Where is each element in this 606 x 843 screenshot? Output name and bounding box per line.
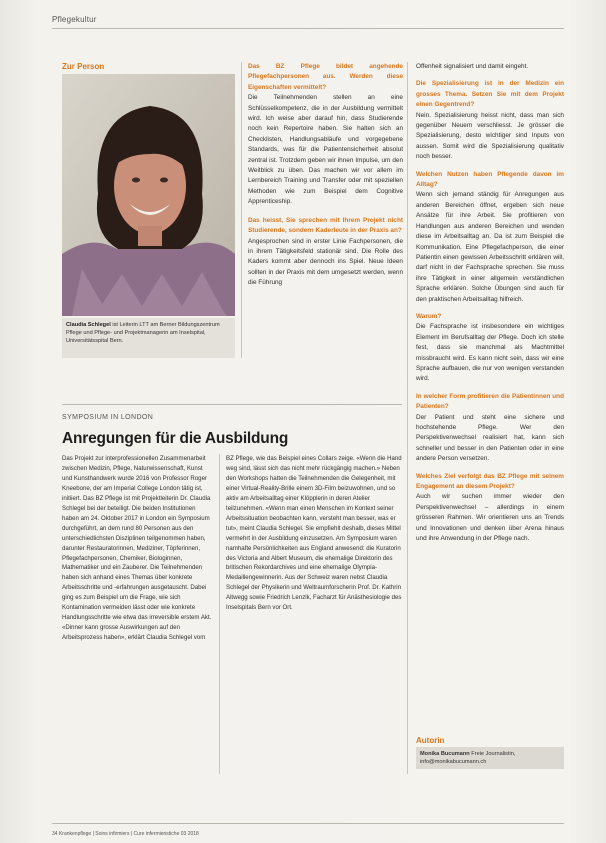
- photo-caption: [62, 318, 235, 358]
- footer-rule: [52, 823, 564, 824]
- column-rule: [219, 454, 220, 774]
- article-column-2: [226, 454, 402, 613]
- question: Welches Ziel verfolgt das BZ Pflege mit seinem Engagement an diesem Projekt?: [416, 472, 564, 491]
- answer: Angesprochen sind in erster Linie Fachpersonen, die in ihrem Tätigkeitsfeld stationär sind. Die Rolle des Kaders kommt aber dennoch ins Spiel. Neue Ideen sollten in der Praxis mit dem umgesetzt werden, wenn die Führung: [248, 237, 403, 287]
- column-rule: [407, 62, 408, 774]
- portrait-photo: [62, 74, 235, 316]
- author-title: Autorin: [416, 736, 445, 745]
- answer: Der Patient und steht eine sichere und hochstehende Pflege. Wer den Perspektivenwechsel realisiert hat, kann sich schneller und besser in den Patienten oder in eine andere Person versetzen.: [416, 413, 564, 463]
- section-label: Pflegekultur: [52, 15, 97, 24]
- question: Die Spezialisierung ist in der Medizin ein grosses Thema. Setzen Sie mit dem Projekt einen Gegentrend?: [416, 80, 564, 109]
- article-column-1: [62, 454, 214, 643]
- question: Warum?: [416, 312, 442, 320]
- article-kicker: SYMPOSIUM IN LONDON: [62, 414, 154, 421]
- person-heading: Zur Person: [62, 62, 105, 71]
- article-text: Das Projekt zur interprofessionellen Zusammenarbeit zwischen Medizin, Pflege, Naturwissenschaft, Kunst und Kunsthandwerk wurde 2016 von Professor Roger Kneebone, der am Imperial College London tätig ist, initiiert. Das BZ Pflege ist mit Projektleiterin Dr. Claudia Schlegel bei der beteiligt. Die beiden Institutionen haben am 24. Oktober 2017 in London ein Symposium durchgeführt, an dem rund 80 Personen aus den unterschiedlichsten Disziplinen teilgenommen haben, darunter Restauratorinnen, Mediziner, Töpferinnen, Pflegefachpersonen, Chemiker, Biologinnen, Mathematiker und ein Zauberer. Die Teilnehmenden haben sich anhand eines Themas über konkrete Arbeitsschritte und -erfahrungen ausgetauscht. Dabei ging es zum Beispiel um die Frage, wie sich Kontamination vermeiden lässt oder wie konkrete Handlungsschritte wie etwa das irreversible erstem Akt. «Dinner kann grosse Auswirkungen auf den Arbeitsprozess haben», erklärt Claudia Schlegel vom: [62, 455, 212, 642]
- question: Das BZ Pflege bildet angehende Pflegefachpersonen aus. Werden diese Eigenschaften vermittelt?: [248, 63, 403, 91]
- author-text: Freie Journalistin, info@monikabucumann.ch: [420, 751, 516, 765]
- answer: Die Fachsprache ist insbesondere ein wichtiges Element im Berufsalltag der Pflege. Doch ich stelle fest, dass sie manchmal als Machtmittel missbraucht wird. Es kann nicht sein, dass wir eine Sprache aufbauen, die nur von wenigen verstanden wird.: [416, 323, 564, 383]
- question: Das heisst, Sie sprechen mit Ihrem Projekt nicht Studierende, sondern Kaderleute in der Praxis an?: [248, 216, 403, 235]
- interview-column-1: [248, 62, 403, 289]
- answer: Offenheit signalisiert und damit eingeht.: [416, 63, 529, 70]
- answer: Auch wir suchen immer wieder den Perspektivenwechsel – allerdings in einem grösseren Rahmen. Wir orientieren uns an Trends und Innovationen und denken über Arena hinaus und ihre Anwendung in der Pflege nach.: [416, 493, 564, 543]
- article-top-rule: [62, 404, 402, 405]
- article-text: BZ Pflege, wie das Beispiel eines Collars zeige. «Wenn die Hand weg sind, lässt sich das nicht mehr rückgängig machen.» Neben den Workshops hatten die Teilnehmenden die Gelegenheit, mit einer Virtual-Reality-Brille einem 3D-Film beizuwohnen, und so aktiv am Arbeitsalltag einer Klöpplerin in deren Atelier teilzunehmen. «Wenn man einen Menschen im Kontext seiner Arbeitssituation beobachten kann, versteht man besser, was er tut», meint Claudia Schlegel. Sie empfiehlt deshalb, dieses Mittel vermehrt in der Ausbildung einzusetzen. Am Symposium waren namhafte Persönlichkeiten aus England anwesend: die Kuratorin des Victoria and Albert Museum, die ehemalige Direktorin des britischen Rekordarchives und eine ehemalige Olympia-Medaillengewinnerin. Aus der Schweiz waren nebst Claudia Schlegel der Physikerin und Weltraumforscherin Prof. Dr. Kathrin Altwegg sowie Friedrich Lenzlk, Facharzt für Anästhesiologie des Inselspitals Bern vor Ort.: [226, 455, 402, 612]
- author-box: [416, 736, 564, 774]
- header-rule: [52, 28, 564, 29]
- answer: Die Teilnehmenden stellen an eine Schlüsselkompetenz, die in der Ausbildung vermittelt wird. Ich weise aber darauf hin, dass Studierende noch kein Repertoire haben. Sie halten sich an Checklisten, Handlungsabläufe und vorgegebene Standards, was für die Patientensicherheit absolut zentral ist. Trotzdem geben wir ihnen Impulse, um den Weitblick zu üben. Das machen wir vor allem im Lernbereich Training und Transfer oder mit speziellen Methoden wie zum Beispiel dem Cognitive Apprenticeship.: [248, 94, 403, 206]
- caption-text: ist Leiterin LTT am Berner Bildungszentrum Pflege und Pflege- und Projektmanagerin am Inselspital, Universitätsspital Bern.: [66, 322, 220, 344]
- author-name: Monika Bucumann: [420, 751, 470, 757]
- column-rule: [241, 62, 242, 358]
- answer: Wenn sich jemand ständig für Anregungen aus anderen Bereichen öffnet, ergeben sich neue Ansätze für ihre Arbeit. Sie profitieren von Handlungen aus anderen Bereichen und wenden diese im Arbeitsalltag an. Da ist zum Beispiel die Kommunikation. Eine Pflegefachperson, die einer Patientin einen gewissen Arbeitsschritt erklären will, darf nicht in der Fachsprache sprechen. Sie muss ihre Tätigkeit in einer allgemein verständlichen Sprache erklären. Solche Übungen sind auch für den praktischen Arbeitsalltag hilfreich.: [416, 191, 564, 303]
- author-info: [416, 747, 564, 769]
- article-headline: Anregungen für die Ausbildung: [62, 430, 289, 447]
- interview-column-2: [416, 62, 564, 544]
- portrait-image: [62, 74, 235, 316]
- question: In welcher Form profitieren die Patientinnen und Patienten?: [416, 392, 564, 411]
- question: Welchen Nutzen haben Pflegende davon im Alltag?: [416, 170, 564, 189]
- answer: Nein. Spezialisierung heisst nicht, dass man sich gegenüber Neuem verschliesst. Je grösser die Spezialisierung, desto wichtiger sind Inputs von aussen. Somit wird die Spezialisierung qualitativ noch besser.: [416, 111, 564, 161]
- caption-name: Claudia Schlegel: [66, 322, 111, 328]
- page-footer: 34 Krankenpflege | Soins infirmiers | Cure infermieristiche 03 2018: [52, 831, 199, 837]
